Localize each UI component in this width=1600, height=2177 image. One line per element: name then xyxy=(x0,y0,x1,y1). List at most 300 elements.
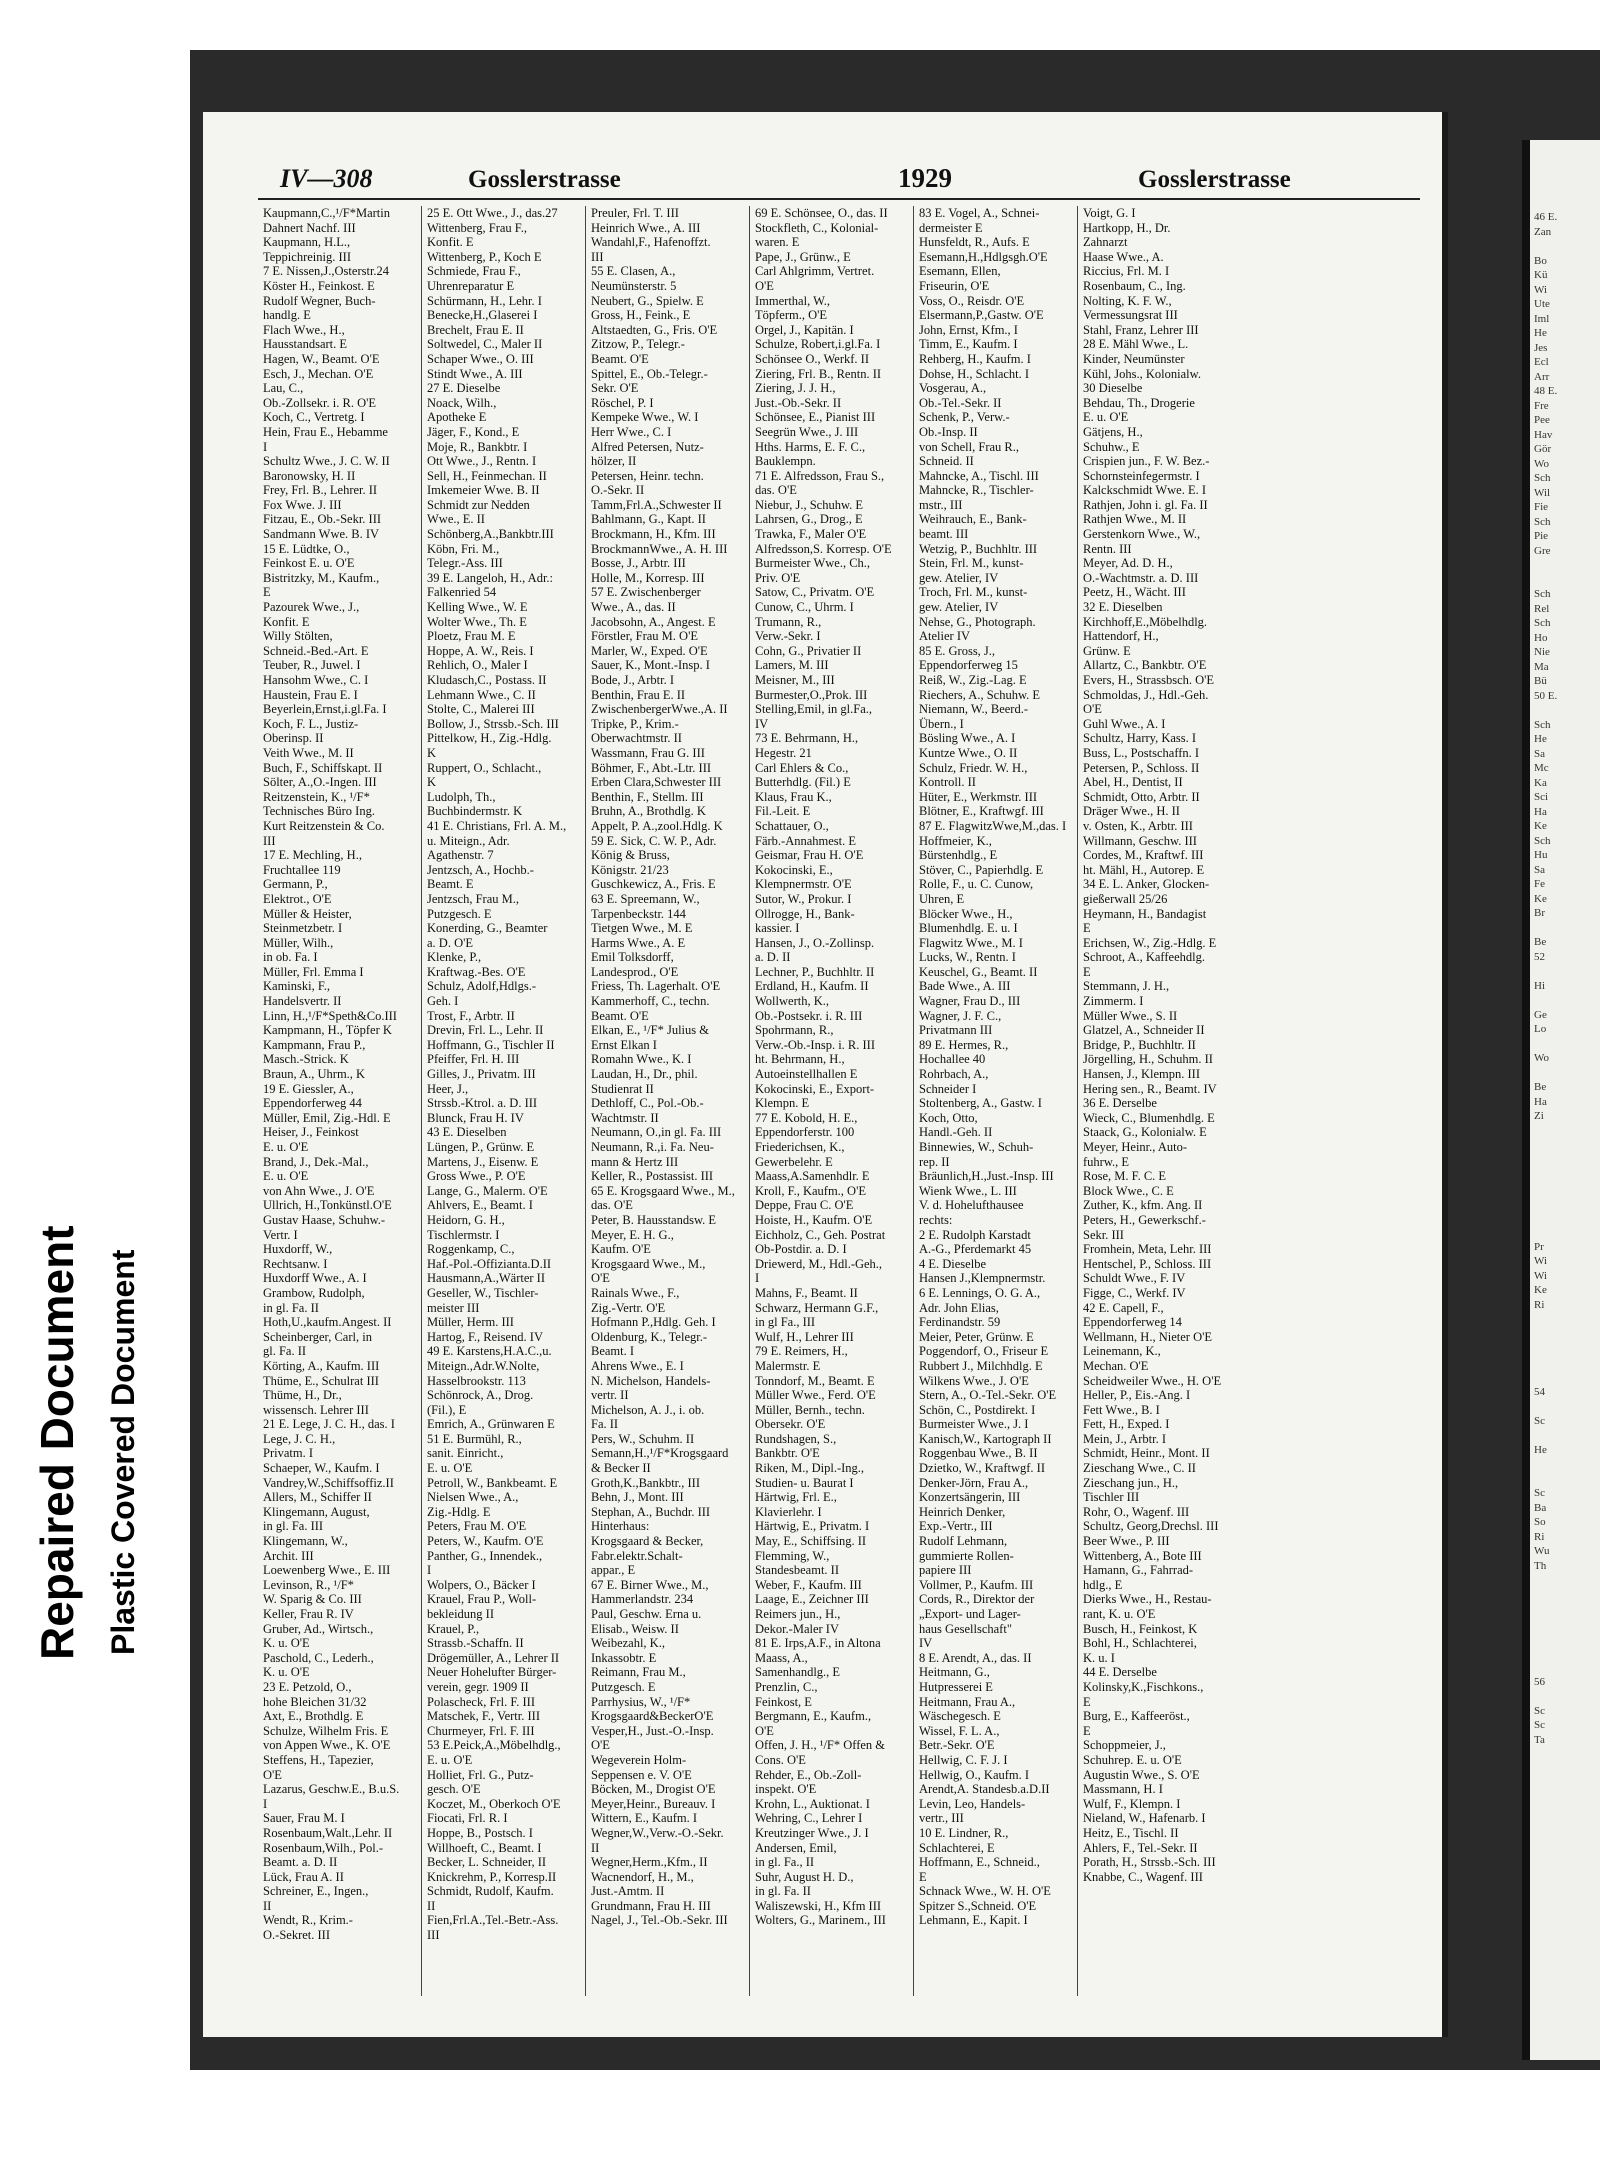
directory-entry: Esemann, Ellen, xyxy=(919,264,1001,279)
directory-entry: Telegr.-Ass. III xyxy=(427,556,503,571)
directory-entry: Autoeinstellhallen E xyxy=(755,1067,858,1082)
directory-entry: Böhmer, F., Abt.-Ltr. III xyxy=(591,760,712,775)
directory-entry: 4 E. Dieselbe xyxy=(919,1256,986,1271)
directory-entry: Keller, R., Postassist. III xyxy=(591,1169,714,1184)
directory-entry: E. u. O'E xyxy=(1083,410,1129,425)
directory-entry: 42 E. Capell, F., xyxy=(1083,1300,1164,1315)
adjacent-page-fragment xyxy=(1534,1196,1600,1211)
directory-entry: O.-Wachtmstr. a. D. III xyxy=(1083,570,1199,585)
directory-entry: Mein, J., Arbtr. I xyxy=(1083,1431,1166,1446)
adjacent-page-fragment: Be xyxy=(1534,936,1547,948)
directory-entry: Gewerbelehr. E xyxy=(755,1154,833,1169)
directory-entry: beamt. III xyxy=(919,527,969,542)
directory-entry: Dekor.-Maler IV xyxy=(755,1621,839,1636)
directory-entry: das. O'E xyxy=(755,483,797,498)
directory-entry: Bergmann, E., Kaufm., xyxy=(755,1709,872,1724)
adjacent-page-fragment xyxy=(1534,1631,1600,1646)
directory-entry: kassier. I xyxy=(755,921,800,936)
directory-entry: Wieck, C., Blumenhdlg. E xyxy=(1083,1110,1215,1125)
directory-entry: II xyxy=(427,1898,436,1913)
directory-entry: 25 E. Ott Wwe., J., das.27 xyxy=(427,206,558,220)
directory-entry: Trumann, R., xyxy=(755,614,822,629)
directory-entry: E xyxy=(1083,964,1091,979)
directory-entry: Wassmann, Frau G. III xyxy=(591,745,705,760)
directory-entry: Müller, Emil, Zig.-Hdl. E xyxy=(263,1110,391,1125)
directory-entry: Gerstenkorn Wwe., W., xyxy=(1083,527,1201,542)
directory-entry: Neumann, R.,i. Fa. Neu- xyxy=(591,1140,714,1154)
directory-entry: Brand, J., Dek.-Mal., xyxy=(263,1154,369,1169)
directory-entry: meister III xyxy=(427,1300,480,1315)
directory-entry: Wwe., E. II xyxy=(427,512,485,527)
directory-entry: Hammerlandstr. 234 xyxy=(591,1592,694,1607)
directory-entry: Feinkost E. u. O'E xyxy=(263,556,355,571)
directory-entry: Friederichsen, K., xyxy=(755,1140,845,1154)
directory-entry: Blöcker Wwe., H., xyxy=(919,906,1013,921)
directory-entry: Nieland, W., Hafenarb. I xyxy=(1083,1811,1206,1826)
directory-entry: Königstr. 21/23 xyxy=(591,862,669,877)
directory-entry: Klingemann, W., xyxy=(263,1534,348,1549)
directory-entry: Benecke,H.,Glaserei I xyxy=(427,308,538,323)
directory-entry: Standesbeamt. II xyxy=(755,1563,840,1578)
directory-entry: Koch, F. L., Justiz- xyxy=(263,716,359,731)
directory-entry: Hoppe, B., Postsch. I xyxy=(427,1825,533,1840)
directory-entry: Bräunlich,H.,Just.-Insp. III xyxy=(919,1169,1054,1184)
directory-entry: Esch, J., Mechan. O'E xyxy=(263,366,374,381)
directory-entry: Herr Wwe., C. I xyxy=(591,424,672,439)
directory-entry: Müller Wwe., Ferd. O'E xyxy=(755,1388,876,1403)
directory-entry: Hering sen., R., Beamt. IV xyxy=(1083,1081,1217,1096)
directory-entry: 89 E. Hermes, R., xyxy=(919,1037,1009,1052)
directory-entry: Peter, B. Hausstandsw. E xyxy=(591,1212,717,1227)
directory-entry: Jentzsch, A., Hochb.- xyxy=(427,862,534,877)
directory-entry: in ob. Fa. I xyxy=(263,950,318,965)
directory-entry: Bollow, J., Strssb.-Sch. III xyxy=(427,716,559,731)
directory-entry: K. u. I xyxy=(1083,1650,1115,1665)
directory-entry: Ob.-Tel.-Sekr. II xyxy=(919,395,1002,410)
directory-entry: Burmeister Wwe., J. I xyxy=(919,1417,1029,1432)
directory-entry: Kokocinski, E., Export- xyxy=(755,1081,875,1096)
directory-entry: Ob-Postdir. a. D. I xyxy=(755,1242,847,1257)
directory-entry: appar., E xyxy=(591,1563,636,1578)
directory-entry: Eppendorferweg 44 xyxy=(263,1096,362,1111)
directory-entry: Klavierlehr. I xyxy=(755,1504,822,1519)
directory-entry: Michelson, A. J., i. ob. xyxy=(591,1402,705,1417)
directory-entry: Wäschegesch. E xyxy=(919,1709,1001,1724)
adjacent-page-fragment: Wu xyxy=(1534,1545,1550,1557)
directory-entry: Porath, H., Strssb.-Sch. III xyxy=(1083,1855,1216,1870)
street-name-right: Gosslerstrasse xyxy=(1138,166,1291,193)
directory-entry: Apotheke E xyxy=(427,410,487,425)
directory-entry: O.-Sekr. II xyxy=(591,483,645,498)
directory-entry: Wachtmstr. II xyxy=(591,1110,659,1125)
directory-entry: John, Ernst, Kfm., I xyxy=(919,322,1018,337)
directory-entry: Grambow, Rudolph, xyxy=(263,1285,365,1300)
directory-entry: O'E xyxy=(1083,702,1102,717)
directory-entry: Wegner,W.,Verw.-O.-Sekr. xyxy=(591,1825,724,1840)
directory-entry: rant, K. u. O'E xyxy=(1083,1607,1156,1621)
directory-entry: Dräger Wwe., H. II xyxy=(1083,804,1180,819)
adjacent-page-fragment: Ha xyxy=(1534,1095,1547,1108)
directory-entry: Keuschel, G., Beamt. II xyxy=(919,964,1038,979)
directory-entry: Schulz, Adolf,Hdlgs.- xyxy=(427,979,537,994)
adjacent-page-fragment: Sch xyxy=(1534,472,1551,484)
column-6 xyxy=(1078,206,1242,1996)
directory-entry: Hoffmeier, K., xyxy=(919,833,992,848)
directory-entry: Köster H., Feinkost. E xyxy=(263,278,375,293)
directory-entry: Hutpresserei E xyxy=(919,1679,993,1694)
directory-entry: Wittenberg, A., Bote III xyxy=(1083,1548,1202,1563)
directory-entry: Schneid. II xyxy=(919,454,974,469)
directory-entry: O'E xyxy=(591,1271,610,1286)
directory-entry: Wellmann, H., Nieter O'E xyxy=(1083,1329,1212,1344)
directory-entry: Buch, F., Schiffskapt. II xyxy=(263,760,383,775)
adjacent-page-fragment: Ke xyxy=(1534,892,1547,905)
adjacent-page-fragment: Sch xyxy=(1534,515,1551,528)
directory-entry: Elektrot., O'E xyxy=(263,891,332,906)
directory-entry: Schenk, P., Verw.- xyxy=(919,410,1010,425)
directory-entry: Hentschel, P., Schloss. III xyxy=(1083,1256,1212,1271)
directory-entry: Heinrich Wwe., A. III xyxy=(591,220,701,235)
directory-entry: Müller, Bernh., techn. xyxy=(755,1402,865,1417)
directory-entry: Gilles, J., Privatm. III xyxy=(427,1067,536,1082)
directory-entry: Riccius, Frl. M. I xyxy=(1083,264,1170,279)
directory-entry: Spittel, E., Ob.-Telegr.- xyxy=(591,366,708,381)
directory-entry: Klempnermstr. O'E xyxy=(755,877,852,892)
directory-entry: Becker, L. Schneider, II xyxy=(427,1855,547,1870)
directory-entry: Allartz, C., Bankbtr. O'E xyxy=(1083,658,1207,673)
directory-entry: Kaupmann, H.L., xyxy=(263,235,351,250)
directory-entry: Uhrenreparatur E xyxy=(427,278,515,293)
adjacent-page-fragment xyxy=(1534,573,1600,588)
directory-entry: 2 E. Rudolph Karstadt xyxy=(919,1227,1031,1242)
directory-entry: 87 E. FlagwitzWwe,M.,das. I xyxy=(919,818,1067,833)
directory-entry: Müller, Frl. Emma I xyxy=(263,964,364,979)
directory-entry: Carl Ehlers & Co., xyxy=(755,760,849,775)
directory-entry: a. D. O'E xyxy=(427,935,473,950)
column-3 xyxy=(586,206,750,1996)
directory-entry: Altstaedten, G., Fris. O'E xyxy=(591,322,718,337)
adjacent-page-fragment xyxy=(1534,1689,1600,1704)
directory-entry: Wegeverein Holm- xyxy=(591,1752,687,1767)
directory-entry: Verw.-Sekr. I xyxy=(755,629,821,644)
directory-entry: waren. E xyxy=(755,235,800,250)
directory-entry: & Becker II xyxy=(591,1461,651,1476)
adjacent-page-fragment: Ute xyxy=(1534,298,1550,310)
directory-entry: Matschek, F., Vertr. III xyxy=(427,1709,540,1724)
directory-entry: Niemann, W., Beerd.- xyxy=(919,702,1029,717)
directory-entry: Strassb.-Schaffn. II xyxy=(427,1636,524,1651)
directory-entry: Agathenstr. 7 xyxy=(427,848,494,863)
directory-entry: Schmidt, Rudolf, Kaufm. xyxy=(427,1884,554,1899)
directory-entry: Blunck, Frau H. IV xyxy=(427,1110,524,1125)
directory-entry: Maass,A.Samenhdlr. E xyxy=(755,1169,870,1184)
directory-entry: Klaus, Frau K., xyxy=(755,789,832,804)
directory-entry: Augustin Wwe., S. O'E xyxy=(1083,1767,1200,1782)
directory-entry: Koch, Otto, xyxy=(919,1110,978,1125)
directory-entry: Vertr. I xyxy=(263,1227,298,1242)
adjacent-page-fragment xyxy=(1534,1660,1600,1675)
directory-entry: Ziering, Frl. B., Rentn. II xyxy=(755,366,882,381)
directory-entry: Gätjens, H., xyxy=(1083,424,1143,439)
directory-entry: Tripke, P., Krim.- xyxy=(591,716,679,731)
directory-entry: Schulze, Wilhelm Fris. E xyxy=(263,1723,389,1738)
directory-entry: Kampmann, Frau P., xyxy=(263,1037,366,1052)
directory-entry: Petroll, W., Bankbeamt. E xyxy=(427,1475,558,1490)
directory-entry: O'E xyxy=(755,1723,774,1738)
directory-entry: Heymann, H., Bandagist xyxy=(1083,906,1207,921)
adjacent-page-fragment xyxy=(1534,558,1600,573)
directory-entry: Steffens, H., Tapezier, xyxy=(263,1752,374,1767)
directory-entry: Abel, H., Dentist, II xyxy=(1083,775,1183,790)
directory-entry: Körting, A., Kaufm. III xyxy=(263,1358,380,1373)
adjacent-page-fragment: Ke xyxy=(1534,820,1547,832)
directory-entry: von Appen Wwe., K. O'E xyxy=(263,1738,391,1753)
directory-entry: (Fil.), E xyxy=(427,1402,467,1417)
directory-entry: Lege, J. C. H., xyxy=(263,1431,336,1446)
directory-entry: Rainals Wwe., F., xyxy=(591,1285,680,1300)
directory-entry: Eppendorferstr. 100 xyxy=(755,1125,855,1140)
plastic-covered-label: Plastic Covered Document xyxy=(105,1249,141,1655)
directory-entry: Kuntze Wwe., O. II xyxy=(919,745,1018,760)
directory-entry: Heller, P., Eis.-Ang. I xyxy=(1083,1388,1191,1403)
directory-entry: Fien,Frl.A.,Tel.-Betr.-Ass. xyxy=(427,1913,559,1928)
directory-entry: Schmidt, Otto, Arbtr. II xyxy=(1083,789,1200,804)
directory-entry: Hinterhaus: xyxy=(591,1519,650,1534)
directory-entry: Holle, M., Korresp. III xyxy=(591,570,705,585)
directory-entry: Moje, R., Bankbtr. I xyxy=(427,439,528,454)
directory-entry: gew. Atelier, IV xyxy=(919,600,999,615)
directory-entry: Köbn, Fri. M., xyxy=(427,541,500,556)
directory-entry: E xyxy=(1083,1723,1091,1738)
directory-entry: Hoth,U.,kaufm.Angest. II xyxy=(263,1315,392,1330)
directory-entry: Schaeper, W., Kaufm. I xyxy=(263,1461,380,1476)
directory-entry: Dethloff, C., Pol.-Ob.- xyxy=(591,1096,704,1111)
directory-entry: III xyxy=(591,249,604,264)
directory-entry: Stein, Frl. M., kunst- xyxy=(919,556,1024,571)
adjacent-page-fragment: 54 xyxy=(1534,1385,1545,1398)
directory-entry: Ott Wwe., J., Rentn. I xyxy=(427,454,537,469)
directory-entry: ht. Behrmann, H., xyxy=(755,1052,845,1067)
directory-entry: Friseurin, O'E xyxy=(919,278,990,293)
directory-entry: Stöver, C., Papierhdlg. E xyxy=(919,862,1044,877)
directory-entry: Wendt, R., Krim.- xyxy=(263,1913,353,1928)
directory-entry: Schoppmeier, J., xyxy=(1083,1738,1166,1753)
adjacent-page-fragment: Ge xyxy=(1534,1008,1547,1021)
directory-entry: Zitzow, P., Telegr.- xyxy=(591,337,685,352)
directory-entry: May, E., Schiffsing. II xyxy=(755,1534,867,1549)
directory-entry: gew. Atelier, IV xyxy=(919,570,999,585)
adjacent-page-fragment: Sc xyxy=(1534,1414,1545,1427)
directory-entry: Grundmann, Frau H. III xyxy=(591,1898,711,1913)
directory-entry: Ferdinandstr. 59 xyxy=(919,1315,1001,1330)
directory-entry: Hoppe, A. W., Reis. I xyxy=(427,643,534,658)
directory-entry: Kludasch,C., Postass. II xyxy=(427,673,547,687)
directory-entry: Schaper Wwe., O. III xyxy=(427,351,534,366)
adjacent-page-fragment: He xyxy=(1534,327,1547,339)
directory-entry: Übern., I xyxy=(919,716,964,731)
directory-entry: Baronowsky, H. II xyxy=(263,468,356,483)
directory-entry: Geismar, Frau H. O'E xyxy=(755,848,864,863)
adjacent-page-fragment xyxy=(1534,239,1600,254)
directory-entry: Drevin, Frl. L., Lehr. II xyxy=(427,1023,544,1038)
directory-entry: Prenzlin, C., xyxy=(755,1679,818,1694)
directory-entry: Oldenburg, K., Telegr.- xyxy=(591,1329,708,1344)
directory-entry: Kampmann, H., Töpfer K xyxy=(263,1023,392,1038)
adjacent-page-fragment xyxy=(1534,703,1600,718)
directory-entry: Rehberg, H., Kaufm. I xyxy=(919,351,1031,366)
directory-entry: Hunsfeldt, R., Aufs. E xyxy=(919,235,1030,250)
directory-entry: Seppensen e. V. O'E xyxy=(591,1767,692,1782)
directory-entry: Paschold, C., Lederh., xyxy=(263,1650,374,1665)
directory-entry: Schwarz, Hermann G.F., xyxy=(755,1300,879,1315)
directory-entry: Roggenbau Wwe., B. II xyxy=(919,1446,1038,1461)
directory-entry: Mahncke, A., Tischl. III xyxy=(919,468,1039,483)
directory-entry: Bösling Wwe., A. I xyxy=(919,731,1016,746)
directory-entry: Levin, Leo, Handels- xyxy=(919,1796,1026,1811)
adjacent-page-fragment: Gör xyxy=(1534,443,1552,455)
directory-entry: Cons. O'E xyxy=(755,1752,806,1767)
directory-entry: wissensch. Lehrer III xyxy=(263,1402,369,1417)
directory-entry: Beamt. a. D. II xyxy=(263,1855,338,1870)
directory-entry: Burmeister Wwe., Ch., xyxy=(755,556,871,571)
directory-entry: Förstler, Frau M. O'E xyxy=(591,629,698,644)
directory-entry: „Export- und Lager- xyxy=(919,1607,1021,1621)
directory-entry: Neuer Hohelufter Bürger- xyxy=(427,1665,557,1680)
directory-entry: Konzertsängerin, III xyxy=(919,1490,1021,1505)
directory-entry: Ploetz, Frau M. E xyxy=(427,629,516,644)
directory-entry: Erichsen, W., Zig.-Hdlg. E xyxy=(1083,935,1217,950)
directory-entry: Noack, Wilh., xyxy=(427,395,497,410)
directory-entry: inspekt. O'E xyxy=(755,1782,817,1797)
directory-entry: Driewerd, M., Hdl.-Geh., xyxy=(755,1256,883,1271)
directory-entry: 49 E. Karstens,H.A.C.,u. xyxy=(427,1344,552,1359)
directory-entry: Geseller, W., Tischler- xyxy=(427,1285,539,1300)
directory-entry: Busch, H., Feinkost, K xyxy=(1083,1621,1198,1636)
directory-entry: Handl.-Geh. II xyxy=(919,1125,993,1140)
directory-entry: Preuler, Frl. T. III xyxy=(591,206,679,220)
adjacent-page-fragment: Sch xyxy=(1534,834,1551,847)
directory-entry: 43 E. Dieselben xyxy=(427,1125,507,1140)
directory-entry: Schlachterei, E xyxy=(919,1840,995,1855)
adjacent-page-fragment: Nie xyxy=(1534,646,1550,658)
directory-entry: Fett, H., Exped. I xyxy=(1083,1417,1170,1432)
adjacent-page-fragment: 46 E. xyxy=(1534,211,1558,223)
directory-entry: Rehder, E., Ob.-Zoll- xyxy=(755,1767,862,1782)
directory-entry: verein, gegr. 1909 II xyxy=(427,1679,529,1694)
directory-entry: Stemmann, J. H., xyxy=(1083,979,1170,994)
directory-entry: Holliet, Frl. G., Putz- xyxy=(427,1767,534,1782)
directory-entry: Schultz Wwe., J. C. W. II xyxy=(263,454,390,469)
directory-entry: Behdau, Th., Drogerie xyxy=(1083,395,1195,410)
directory-entry: Ollrogge, H., Bank- xyxy=(755,906,855,921)
directory-entry: vertr., III xyxy=(919,1811,964,1826)
directory-entry: Beamt. O'E xyxy=(591,351,649,366)
directory-entry: Heer, J., xyxy=(427,1081,469,1096)
directory-entry: Schroot, A., Kaffeehdlg. xyxy=(1083,950,1205,965)
directory-entry: E xyxy=(1083,1694,1091,1709)
directory-entry: das. O'E xyxy=(591,1198,633,1213)
directory-entry: Sölter, A.,O.-Ingen. III xyxy=(263,775,377,790)
adjacent-page-fragment: Wil xyxy=(1534,486,1551,499)
directory-entry: Ludolph, Th., xyxy=(427,789,496,804)
adjacent-page-fragment xyxy=(1534,1399,1600,1414)
directory-entry: Bankbtr. O'E xyxy=(755,1446,820,1461)
directory-entry: Röschel, P. I xyxy=(591,395,654,410)
directory-entry: 30 Dieselbe xyxy=(1083,381,1143,396)
adjacent-page-fragment: Lo xyxy=(1534,1023,1547,1035)
directory-entry: Bistritzky, M., Kaufm., xyxy=(263,570,380,585)
page-header xyxy=(258,156,1420,200)
directory-entry: dermeister E xyxy=(919,220,983,235)
directory-entry: 15 E. Lüdtke, O., xyxy=(263,541,350,556)
directory-entry: Schmoldas, J., Hdl.-Geh. xyxy=(1083,687,1209,702)
directory-entry: Lahrsen, G., Drog., E xyxy=(755,512,863,527)
column-1 xyxy=(258,206,422,1996)
directory-entry: handlg. E xyxy=(263,308,311,323)
directory-entry: Ob.-Insp. II xyxy=(919,424,978,439)
directory-entry: Heidorn, G. H., xyxy=(427,1212,505,1227)
directory-entry: W. Sparig & Co. III xyxy=(263,1592,362,1607)
adjacent-page-fragment: Ke xyxy=(1534,1284,1547,1296)
directory-entry: Loewenberg Wwe., E. III xyxy=(263,1563,391,1578)
directory-entry: E. u. O'E xyxy=(427,1752,473,1767)
directory-entry: I xyxy=(263,439,268,454)
directory-entry: Rechtsanw. I xyxy=(263,1256,328,1271)
directory-entry: Frey, Frl. B., Lehrer. II xyxy=(263,483,378,498)
adjacent-page-fragment: Gre xyxy=(1534,544,1551,557)
directory-entry: Carl Ahlgrimm, Vertret. xyxy=(755,264,875,279)
directory-entry: in gl. Fa. II xyxy=(755,1884,811,1899)
directory-entry: Wolpers, O., Bäcker I xyxy=(427,1577,536,1592)
adjacent-page-fragment: Ha xyxy=(1534,805,1547,818)
adjacent-page-fragment: Th xyxy=(1534,1559,1547,1572)
directory-entry: Steinmetzbetr. I xyxy=(263,921,343,936)
directory-entry: Lucks, W., Rentn. I xyxy=(919,950,1016,965)
directory-entry: Dzietko, W., Kraftwgf. II xyxy=(919,1461,1046,1476)
directory-entry: Kinder, Neumünster xyxy=(1083,351,1185,366)
directory-entry: Müller, Wilh., xyxy=(263,935,334,950)
directory-entry: Wagner, J. F. C., xyxy=(919,1008,1002,1023)
directory-entry: Vollmer, P., Kaufm. III xyxy=(919,1577,1034,1592)
directory-entry: Lazarus, Geschw.E., B.u.S. xyxy=(263,1782,400,1797)
directory-entry: Rosenbaum,Wilh., Pol.- xyxy=(263,1840,383,1855)
directory-entry: Meisner, M., III xyxy=(755,673,835,687)
directory-entry: A.-G., Pferdemarkt 45 xyxy=(919,1242,1032,1257)
directory-entry: Reiß, W., Zig.-Lag. E xyxy=(919,673,1027,687)
directory-entry: Bürstenhdlg., E xyxy=(919,848,998,863)
directory-entry: in gl. Fa., II xyxy=(755,1855,815,1870)
directory-entry: E xyxy=(1083,921,1091,936)
directory-entry: Oberinsp. II xyxy=(263,731,324,746)
directory-entry: Ahlers, F., Tel.-Sekr. II xyxy=(1083,1840,1198,1855)
adjacent-page-fragment: Sc xyxy=(1534,1704,1545,1717)
directory-entry: Knabbe, C., Wagenf. III xyxy=(1083,1869,1203,1884)
directory-entry: Wehring, C., Lehrer I xyxy=(755,1811,863,1826)
directory-entry: Beer Wwe., P. III xyxy=(1083,1534,1170,1549)
directory-entry: Feinkost, E xyxy=(755,1694,812,1709)
directory-entry: Hths. Harms, E. F. C., xyxy=(755,439,866,454)
directory-entry: Lehmann Wwe., C. II xyxy=(427,687,536,702)
directory-entry: Rohrbach, A., xyxy=(919,1067,989,1082)
directory-entry: Hasselbrookstr. 113 xyxy=(427,1373,526,1388)
directory-entry: Schönsee O., Werkf. II xyxy=(755,351,870,366)
directory-entry: Knickrehm, P., Korresp.II xyxy=(427,1869,557,1884)
directory-entry: Kempeke Wwe., W. I xyxy=(591,410,699,425)
adjacent-page-fragment: He xyxy=(1534,733,1547,745)
directory-entry: Buss, L., Postschaffn. I xyxy=(1083,745,1200,760)
directory-entry: O'E xyxy=(263,1767,282,1782)
directory-entry: Eichholz, C., Geh. Postrat xyxy=(755,1227,886,1242)
